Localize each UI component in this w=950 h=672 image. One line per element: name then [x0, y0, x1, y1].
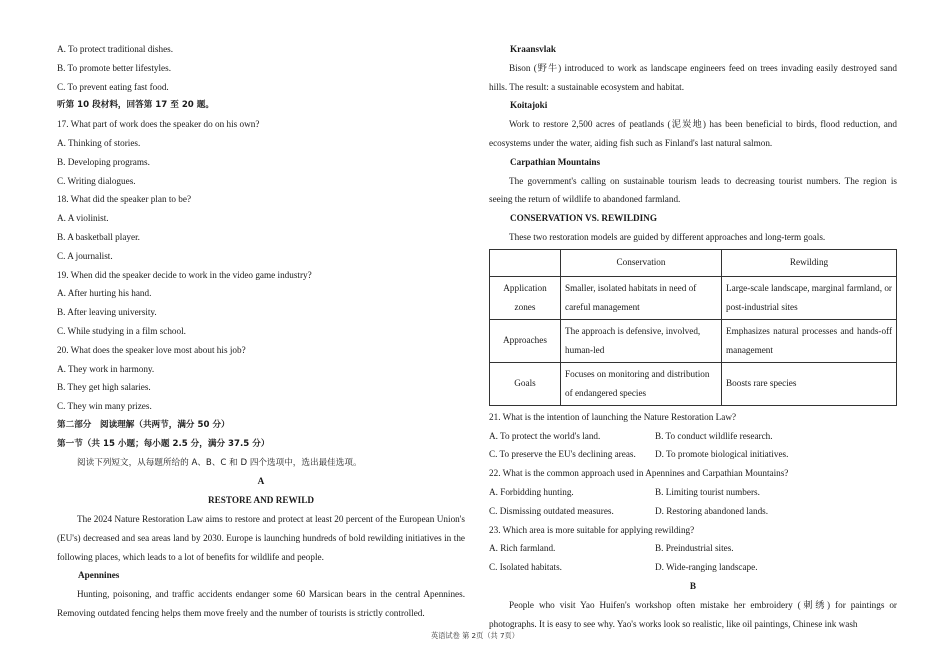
q23-option-a: A. Rich farmland. — [489, 543, 556, 554]
passage-b-paragraph: People who visit Yao Huifen's workshop often mistake her embroidery (刺绣) for paintings or photographs. It is easy to see why. Yao's works look so realistic, like oil paintings, Chinese ink wash — [489, 599, 897, 629]
q22-option-b: B. Limiting tourist numbers. — [655, 486, 760, 497]
option-b: B. To promote better lifestyles. — [57, 62, 172, 73]
part-two-heading: 第二部分 阅读理解（共两节，满分 50 分） — [57, 419, 230, 430]
q23-options-row-2 — [489, 558, 897, 577]
carpathian-paragraph: The government's calling on sustainable tourism leads to decreasing tourist numbers. The region is seeing the return of wildlife to abandoned farmland. — [489, 175, 897, 205]
q21-option-c: C. To preserve the EU's declining areas. — [489, 449, 636, 460]
passage-letter-a: A — [257, 476, 265, 487]
carpathian-heading: Carpathian Mountains — [510, 156, 601, 167]
reading-instruction: 阅读下列短文，从每题所给的 A、B、C 和 D 四个选项中，选出最佳选项。 — [77, 457, 362, 468]
question-21: 21. What is the intention of launching the Nature Restoration Law? — [489, 411, 737, 422]
q19-option-a: A. After hurting his hand. — [57, 288, 152, 299]
table-header-rewilding: Rewilding — [722, 249, 897, 276]
table-cell-rewilding: Boosts rare species — [722, 362, 897, 405]
table-header-conservation: Conservation — [561, 249, 722, 276]
q23-option-d: D. Wide-ranging landscape. — [655, 562, 758, 573]
question-20: 20. What does the speaker love most about his job? — [57, 344, 246, 355]
kraansvlak-paragraph: Bison (野牛) introduced to work as landscape engineers feed on trees invading easily destroyed sand hills. The result: a sustainable ecosystem and habitat. — [489, 62, 897, 92]
page-footer: 英语试卷 第 2页（共 7页） — [431, 631, 519, 640]
q22-option-d: D. Restoring abandoned lands. — [655, 505, 769, 516]
q20-option-b: B. They get high salaries. — [57, 382, 151, 393]
q22-option-c: C. Dismissing outdated measures. — [489, 505, 614, 516]
option-a: A. To protect traditional dishes. — [57, 44, 174, 54]
kraansvlak-heading: Kraansvlak — [510, 44, 556, 54]
intro-paragraph: The 2024 Nature Restoration Law aims to restore and protect at least 20 percent of the European Union's (EU's) decreased and sea areas land by 2030. Europe is launching hundreds of bold rewilding initiatives in the following places, which leads to a lot of benefits for wildlife and people. — [57, 513, 465, 562]
table-row-label: Approaches — [490, 319, 561, 362]
table-cell-rewilding: Large-scale landscape, marginal farmland, or post-industrial sites — [722, 276, 897, 319]
table-cell-conservation: Focuses on monitoring and distribution of endangered species — [561, 362, 722, 405]
table-cell-rewilding: Emphasizes natural processes and hands-off management — [722, 319, 897, 362]
q21-option-d: D. To promote biological initiatives. — [655, 449, 789, 460]
q23-option-c: C. Isolated habitats. — [489, 562, 562, 573]
passage-title: RESTORE AND REWILD — [207, 495, 315, 506]
koitajoki-heading: Koitajoki — [510, 100, 548, 111]
apennines-heading: Apennines — [78, 570, 120, 581]
q20-option-c: C. They win many prizes. — [57, 401, 152, 412]
q18-option-a: A. A violinist. — [57, 213, 109, 224]
q23-options-row-1 — [489, 539, 897, 558]
passage-letter-b: B — [689, 580, 697, 591]
listening-instruction: 听第 10 段材料，回答第 17 至 20 题。 — [57, 100, 214, 111]
question-22: 22. What is the common approach used in Apennines and Carpathian Mountains? — [489, 468, 789, 479]
apennines-paragraph: Hunting, poisoning, and traffic accidents endanger some 60 Marsican bears in the central Apennines. Removing outdated fencing helps them move freely and the number of tourists is strictly controlled. — [57, 589, 465, 618]
table-row — [490, 362, 897, 405]
section-one-heading: 第一节（共 15 小题；每小题 2.5 分，满分 37.5 分） — [57, 438, 270, 449]
table-row — [490, 319, 897, 362]
q22-options-row-2 — [489, 502, 897, 521]
q23-option-b: B. Preindustrial sites. — [655, 543, 734, 554]
table-header-empty — [490, 249, 561, 276]
q18-option-c: C. A journalist. — [57, 250, 113, 261]
question-18: 18. What did the speaker plan to be? — [57, 194, 192, 205]
comparison-table — [489, 249, 897, 406]
table-row — [490, 276, 897, 319]
q20-option-a: A. They work in harmony. — [57, 363, 155, 374]
question-17: 17. What part of work does the speaker do on his own? — [57, 119, 260, 130]
q21-option-a: A. To protect the world's land. — [489, 430, 601, 441]
q17-option-a: A. Thinking of stories. — [57, 137, 141, 148]
q22-option-a: A. Forbidding hunting. — [489, 486, 574, 497]
right-column — [489, 40, 897, 633]
q19-option-c: C. While studying in a film school. — [57, 325, 186, 336]
question-23: 23. Which area is more suitable for applying rewilding? — [489, 524, 695, 535]
q18-option-b: B. A basketball player. — [57, 231, 140, 242]
koitajoki-paragraph: Work to restore 2,500 acres of peatlands (泥炭地) has been beneficial to birds, flood reduction, and ecosystems under the water, aiding fish such as Finland's last natural salmon. — [489, 119, 897, 148]
table-row-label: Application zones — [490, 276, 561, 319]
q21-options-row-1 — [489, 427, 897, 446]
q21-options-row-2 — [489, 445, 897, 464]
q17-option-b: B. Developing programs. — [57, 156, 150, 167]
q17-option-c: C. Writing dialogues. — [57, 175, 136, 186]
q22-options-row-1 — [489, 483, 897, 502]
question-19: 19. When did the speaker decide to work in the video game industry? — [57, 269, 312, 280]
table-cell-conservation: Smaller, isolated habitats in need of careful management — [561, 276, 722, 319]
conservation-heading: CONSERVATION VS. REWILDING — [510, 213, 657, 224]
left-column — [57, 40, 465, 623]
table-row-label: Goals — [490, 362, 561, 405]
option-c: C. To prevent eating fast food. — [57, 81, 169, 92]
table-cell-conservation: The approach is defensive, involved, human-led — [561, 319, 722, 362]
q21-option-b: B. To conduct wildlife research. — [655, 430, 773, 441]
q19-option-b: B. After leaving university. — [57, 307, 157, 318]
conservation-paragraph: These two restoration models are guided by different approaches and long-term goals. — [509, 231, 826, 242]
table-header-row — [490, 249, 897, 276]
